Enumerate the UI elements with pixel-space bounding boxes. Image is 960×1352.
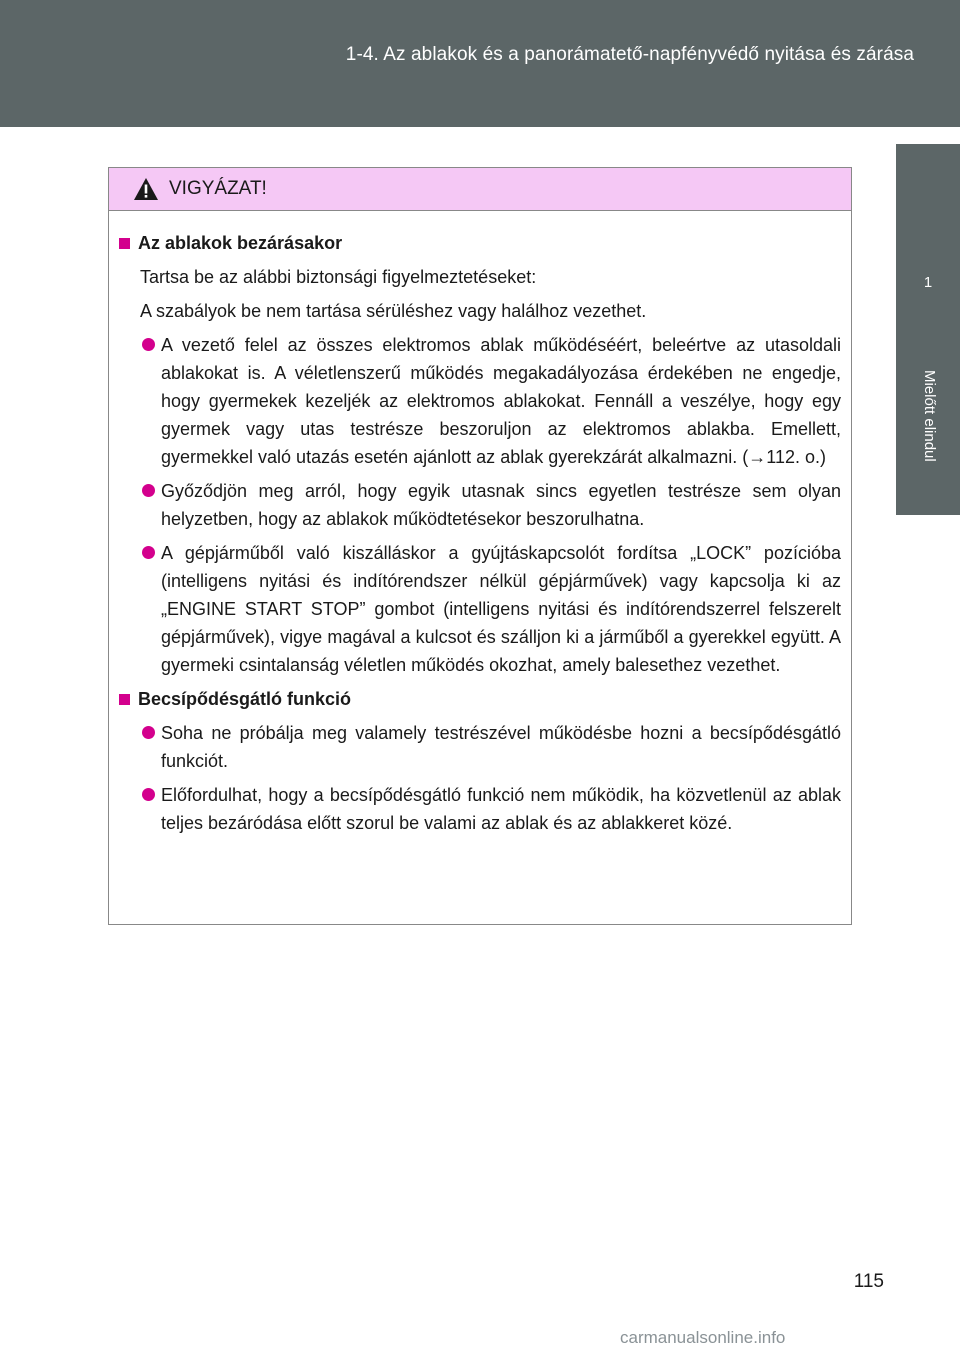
section-title-text: Becsípődésgátló funkció — [138, 689, 352, 709]
list-item-text: A gépjárműből való kiszálláskor a gyújtáskapcsolót fordítsa „LOCK” pozícióba (intelligens nyitási és indítórendszer nélkül gépjárművek) vagy kapcsolja ki az „ENGINE START STOP” gombot (intelligens nyitási és indítórendszerrel felszerelt gépjárművek), vigye magával a kulcsot és szálljon ki a járműből a gyerekkel együtt. A gyermeki csintalanság véletlen működés okozhat, amely balesethez vezethet. — [161, 543, 841, 675]
warning-box — [108, 167, 852, 925]
round-bullet-icon — [142, 546, 155, 559]
round-bullet-icon — [142, 338, 155, 351]
round-bullet-icon — [142, 726, 155, 739]
round-bullet-icon — [142, 484, 155, 497]
section-title-text: Az ablakok bezárásakor — [138, 233, 343, 253]
round-bullet-icon — [142, 788, 155, 801]
warning-title: VIGYÁZAT! — [169, 178, 267, 199]
chapter-tab — [896, 144, 960, 360]
section-title — [119, 685, 841, 713]
warning-triangle-icon — [133, 177, 159, 201]
warning-content — [109, 211, 851, 837]
watermark: carmanualsonline.info — [620, 1328, 786, 1347]
list-item-text: Soha ne próbálja meg valamely testrészével működésbe hozni a becsípődésgátló funkciót. — [161, 723, 841, 771]
list-item — [119, 477, 841, 533]
list-item — [119, 781, 841, 837]
section-title — [119, 229, 841, 257]
paragraph: A szabályok be nem tartása sérüléshez vagy halálhoz vezethet. — [140, 301, 647, 321]
square-bullet-icon — [119, 238, 130, 249]
chapter-title: 1-4. Az ablakok és a panorámatető-napfényvédő nyitása és zárása — [345, 44, 914, 65]
warning-header — [109, 168, 851, 211]
square-bullet-icon — [119, 694, 130, 705]
chapter-number: 1 — [923, 274, 933, 291]
page-number: 115 — [853, 1271, 884, 1292]
paragraph: Tartsa be az alábbi biztonsági figyelmeztetéseket: — [140, 267, 537, 287]
page-header — [0, 0, 960, 127]
list-item-text: Előfordulhat, hogy a becsípődésgátló funkció nem működik, ha közvetlenül az ablak teljes bezáródása előtt szorul be valami az ablak és az ablakkeret közé. — [161, 785, 841, 833]
list-item — [119, 539, 841, 679]
chapter-label: Mielőtt elindul — [921, 370, 938, 462]
list-item-text: A vezető felel az összes elektromos ablak működéséért, beleértve az utasoldali ablakokat is. A véletlenszerű működés megakadályozása érdekében ne engedje, hogy gyermekek kezeljék az elektromos ablakokat. Fennáll a veszélye, hogy egy gyermek vagy utas testrésze beszoruljon az elektromos ablakba. Emellett, gyermekkel való utazás esetén ajánlott az ablak gyerekzárát alkalmazni. (→112. o.) — [161, 335, 841, 467]
list-item-text: Győződjön meg arról, hogy egyik utasnak sincs egyetlen testrésze sem olyan helyzetben, hogy az ablakok működtetésekor beszorulhatna. — [161, 481, 841, 529]
list-item — [119, 719, 841, 775]
list-item — [119, 331, 841, 471]
